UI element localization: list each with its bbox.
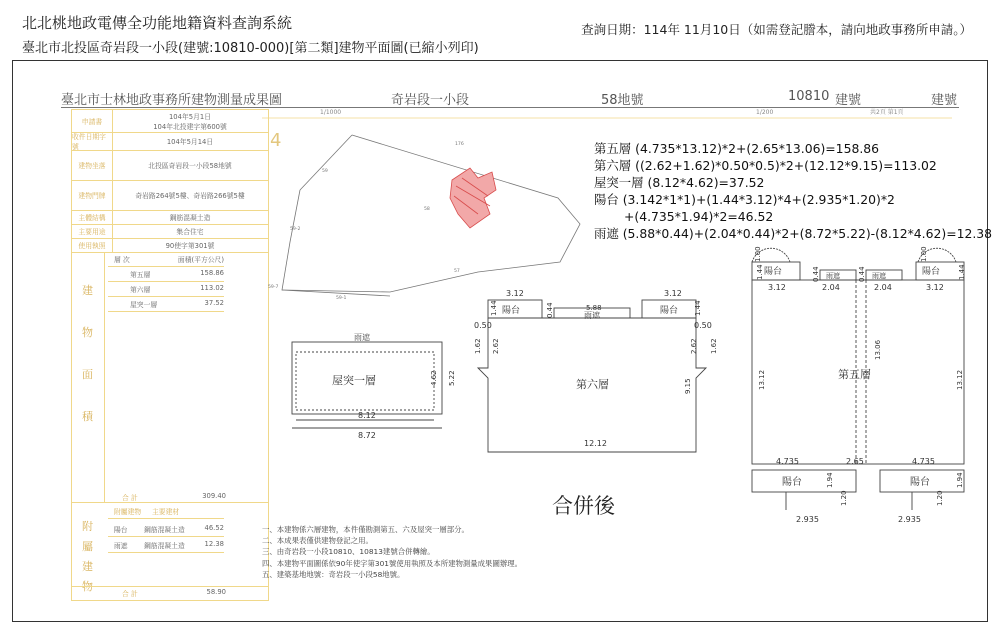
area-head-area: 面積(平方公尺)	[177, 256, 224, 264]
roof-room-label: 屋突一層	[332, 374, 376, 387]
svg-text:1.44: 1.44	[490, 300, 498, 316]
scale-label-2: 1/200	[756, 109, 774, 116]
svg-text:2.65: 2.65	[846, 457, 864, 466]
info-value: 北投區奇岩段一小段58地號	[148, 162, 232, 170]
attach-name: 陽台	[114, 526, 128, 534]
scale-label-1: 1/1000	[320, 109, 342, 116]
plan-5f-labels	[764, 265, 944, 524]
info-label: 主要用途	[72, 224, 113, 238]
svg-text:9.15: 9.15	[684, 378, 692, 394]
attach-total: 58.90	[206, 588, 226, 596]
svg-text:陽台: 陽台	[660, 306, 679, 316]
svg-text:176: 176	[455, 142, 464, 147]
svg-text:1.94: 1.94	[826, 472, 834, 488]
info-value: 90使字第301號	[165, 242, 215, 250]
svg-text:2.935: 2.935	[796, 515, 819, 524]
area-vertical-3: 面	[82, 368, 93, 381]
svg-text:3.12: 3.12	[768, 283, 786, 292]
roof-dim-8-72: 8.72	[358, 431, 376, 440]
svg-text:1.44: 1.44	[958, 264, 966, 280]
svg-text:0.44: 0.44	[858, 266, 866, 282]
svg-text:雨遮: 雨遮	[872, 272, 886, 280]
attach-head-material: 主要建材	[152, 508, 180, 516]
svg-text:2.935: 2.935	[898, 515, 921, 524]
svg-text:4.735: 4.735	[776, 457, 799, 466]
info-value: 集合住宅	[176, 228, 204, 236]
lot-number: 58地號	[601, 93, 644, 108]
svg-text:陽台: 陽台	[502, 306, 521, 316]
svg-text:3.12: 3.12	[926, 283, 944, 292]
attach-vertical-3: 建	[82, 560, 93, 573]
calc-line: 第六層 ((2.62+1.62)*0.50*0.5)*2+(12.12*9.15)=113.02	[594, 158, 937, 173]
svg-text:4.735: 4.735	[912, 457, 935, 466]
roof-canopy-label: 雨遮	[354, 333, 370, 342]
svg-text:1.20: 1.20	[840, 490, 848, 506]
svg-text:3.12: 3.12	[664, 289, 682, 298]
svg-text:58: 58	[424, 207, 430, 212]
info-label: 收件日期字號	[72, 132, 113, 150]
svg-text:59-2: 59-2	[290, 227, 301, 232]
calc-line: 屋突一層 (8.12*4.62)=37.52	[594, 175, 765, 190]
svg-text:3.12: 3.12	[506, 289, 524, 298]
svg-text:1.62: 1.62	[474, 338, 482, 354]
info-value: 104年5月14日	[166, 138, 214, 146]
svg-text:雨遮: 雨遮	[584, 311, 600, 320]
attach-material: 鋼筋混凝土造	[144, 542, 185, 550]
svg-text:59: 59	[322, 169, 328, 174]
area-floor: 屋突一層	[130, 301, 158, 309]
info-label: 使用執照	[72, 238, 113, 252]
svg-text:0.50: 0.50	[694, 321, 712, 330]
attach-vertical-2: 屬	[82, 540, 93, 553]
svg-text:陽台: 陽台	[910, 477, 930, 488]
site-plan	[282, 135, 580, 296]
note-line: 四、本建物平面圖係依90年使字第301號使用執照及本所建物測量成果圖辦理。	[262, 558, 523, 568]
note-line: 一、本建物係六層建物，本件僅勘測第五、六及屋突一層部分。	[262, 525, 469, 534]
svg-text:陽台: 陽台	[764, 267, 783, 277]
svg-text:1.44: 1.44	[694, 300, 702, 316]
svg-text:13.06: 13.06	[874, 339, 882, 360]
roof-dim-8-12: 8.12	[358, 411, 376, 420]
svg-text:1.94: 1.94	[956, 472, 964, 488]
attach-head-name: 附屬建物	[114, 508, 142, 516]
calc-line: 雨遮 (5.88*0.44)+(2.04*0.44)*2+(8.72*5.22)-(8.12*4.62)=12.38	[594, 226, 993, 241]
svg-text:陽台: 陽台	[782, 477, 802, 488]
area-vertical-4: 積	[82, 410, 93, 423]
area-value: 158.86	[200, 269, 224, 277]
svg-text:1.00: 1.00	[754, 246, 762, 262]
svg-text:13.12: 13.12	[758, 369, 766, 390]
building-footprint	[450, 168, 496, 228]
info-label: 主體結構	[72, 210, 113, 224]
attach-name: 雨遮	[114, 542, 128, 550]
section-name: 奇岩段一小段	[391, 93, 470, 108]
attach-area: 46.52	[204, 524, 224, 532]
svg-text:5.88: 5.88	[586, 304, 602, 312]
system-title: 北北桃地政電傳全功能地籍資料查詢系統	[22, 14, 293, 32]
roof-dim-4-62: 4.62	[430, 370, 438, 386]
note-line: 三、由奇岩段一小段10810、10813建號合併轉繪。	[262, 547, 435, 557]
svg-text:59-1: 59-1	[336, 296, 347, 301]
svg-text:第五層: 第五層	[838, 368, 871, 381]
info-label: 建物門牌	[72, 180, 113, 210]
sheet-mark: 4	[270, 130, 282, 151]
building-label: 建號	[835, 93, 862, 108]
info-value: 鋼筋混凝土造	[169, 214, 211, 222]
svg-text:0.44: 0.44	[546, 302, 554, 318]
note-line: 五、建築基地地號：奇岩段一小段58地號。	[262, 569, 405, 579]
notes	[262, 524, 522, 580]
attach-vertical-4: 物	[82, 580, 93, 593]
svg-text:1.00: 1.00	[920, 246, 928, 262]
attach-area: 12.38	[204, 540, 224, 548]
svg-text:2.04: 2.04	[874, 283, 892, 292]
svg-text:1.44: 1.44	[756, 264, 764, 280]
note-line: 二、本成果表僅供建物登記之用。	[262, 536, 373, 546]
plan-6f-labels	[474, 289, 712, 448]
query-date: 查詢日期：114年 11月10日（如需登記謄本，請向地政事務所申請。）	[581, 22, 972, 37]
site-parcel-labels	[268, 141, 464, 301]
info-label: 申請書	[72, 110, 113, 132]
area-value: 113.02	[200, 284, 224, 292]
svg-text:2.62: 2.62	[690, 338, 698, 354]
page-count: 共2頁 第1頁	[870, 109, 904, 116]
calc-line: 第五層 (4.735*13.12)*2+(2.65*13.06)=158.86	[594, 141, 880, 156]
plan-6f	[478, 300, 706, 452]
office-title: 臺北市士林地政事務所建物測量成果圖	[61, 93, 283, 108]
svg-text:1.20: 1.20	[936, 490, 944, 506]
area-vertical-2: 物	[82, 326, 93, 339]
calc-line: 陽台 (3.142*1*1)+(1.44*3.12)*4+(2.935*1.20)*2	[594, 192, 895, 207]
merge-label: 合併後	[552, 494, 615, 518]
building-number: 10810	[788, 89, 830, 104]
svg-text:0.44: 0.44	[812, 266, 820, 282]
svg-text:第六層: 第六層	[576, 378, 609, 391]
info-value: 104年5月1日 104年北投建字第600號	[153, 113, 227, 131]
svg-text:雨遮: 雨遮	[826, 272, 840, 280]
area-total: 309.40	[202, 492, 226, 500]
area-vertical-1: 建	[82, 284, 93, 297]
svg-text:13.12: 13.12	[956, 369, 964, 390]
attach-vertical-1: 附	[82, 520, 93, 533]
info-value: 奇岩路264號5樓、奇岩路266號5樓	[135, 192, 245, 200]
building-label-2: 建號	[931, 93, 958, 108]
svg-text:陽台: 陽台	[922, 267, 941, 277]
svg-text:2.04: 2.04	[822, 283, 840, 292]
svg-text:12.12: 12.12	[584, 439, 607, 448]
attach-material: 鋼筋混凝土造	[144, 526, 185, 534]
svg-text:2.62: 2.62	[492, 338, 500, 354]
area-value: 37.52	[204, 299, 224, 307]
info-label: 建物坐落	[72, 150, 113, 180]
svg-text:1.62: 1.62	[710, 338, 718, 354]
attach-total-label: 合 計	[122, 590, 138, 598]
svg-text:0.50: 0.50	[474, 321, 492, 330]
area-floor: 第六層	[130, 286, 151, 294]
area-total-label: 合 計	[122, 494, 138, 502]
svg-text:57: 57	[454, 269, 460, 274]
area-calculation	[594, 140, 992, 242]
area-floor: 第五層	[130, 271, 151, 279]
roof-dim-5-22: 5.22	[448, 370, 456, 386]
calc-line: +(4.735*1.94)*2=46.52	[624, 209, 774, 224]
svg-text:59-7: 59-7	[268, 285, 279, 290]
document-subtitle: 臺北市北投區奇岩段一小段(建號:10810-000)[第二類]建物平面圖(已縮小列印)	[22, 41, 479, 56]
area-head-floor: 層 次	[114, 256, 130, 264]
